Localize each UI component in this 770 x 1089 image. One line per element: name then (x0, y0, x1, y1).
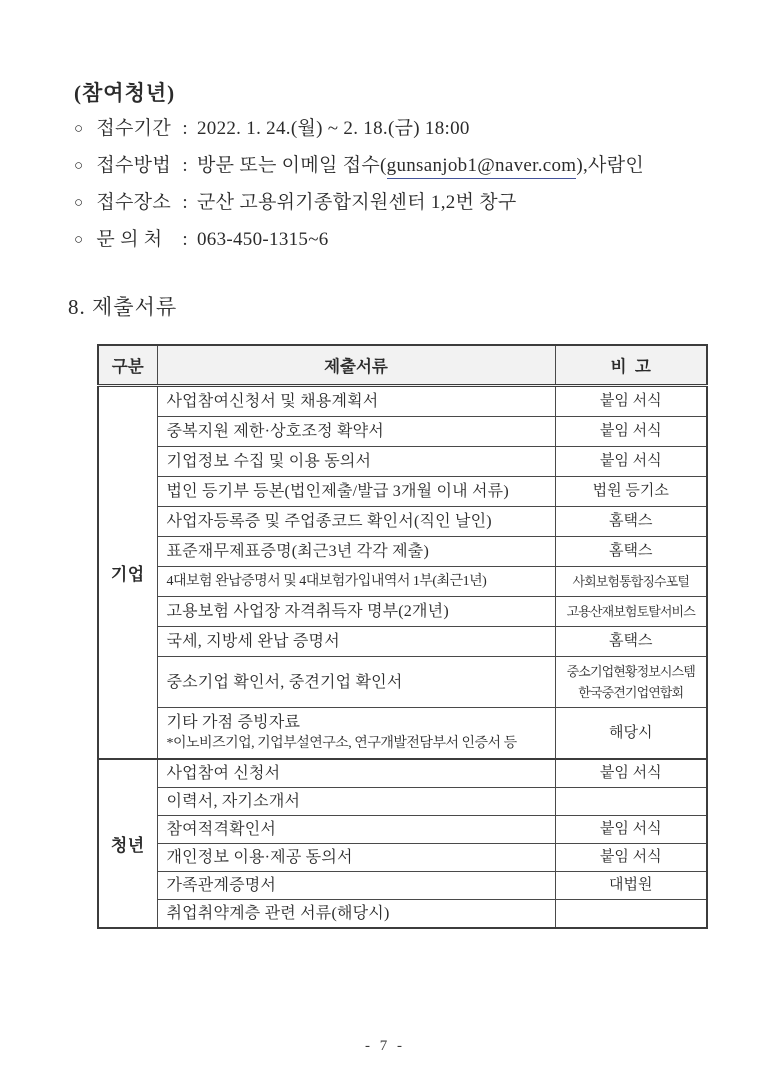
document-line: *이노비즈기업, 기업부설연구소, 연구개발전담부서 인증서 등 (166, 736, 517, 751)
circle-bullet-icon: ○ (74, 195, 84, 211)
document-cell (157, 386, 555, 417)
remark-cell (555, 816, 707, 844)
document-line: 법인 등기부 등본(법인제출/발급 3개월 이내 서류) (166, 483, 509, 500)
item-colon: : (182, 229, 188, 250)
item-colon: : (182, 118, 188, 139)
table-row (98, 477, 707, 507)
table-row (98, 386, 707, 417)
header-cell-remark: 비 고 (555, 345, 707, 386)
remark-line: 붙임 서식 (599, 765, 662, 781)
remark-cell (555, 788, 707, 816)
document-line: 표준재무제표증명(최근3년 각각 제출) (166, 543, 429, 560)
remark-line: 대법원 (609, 877, 653, 893)
remark-line: 붙임 서식 (599, 423, 662, 439)
document-line: 기타 가점 증빙자료 (166, 714, 301, 731)
submission-documents-table (97, 344, 708, 929)
list-item-contact (74, 227, 710, 254)
list-item-reception-period (74, 116, 710, 143)
circle-bullet-icon: ○ (74, 121, 84, 137)
document-cell (157, 597, 555, 627)
header-cell-documents: 제출서류 (157, 345, 555, 386)
table-row (98, 759, 707, 788)
remark-cell (555, 759, 707, 788)
item-value: 군산 고용위기종합지원센터 1,2번 창구 (196, 192, 517, 213)
remark-line: 중소기업현황정보시스템 (566, 664, 695, 679)
document-line: 가족관계증명서 (166, 877, 277, 894)
document-line: 중복지원 제한·상호조정 확약서 (166, 423, 384, 440)
remark-cell (555, 537, 707, 567)
table-row (98, 900, 707, 929)
document-line: 취업취약계층 관련 서류(해당시) (166, 905, 390, 922)
table-row (98, 417, 707, 447)
remark-line: 홈택스 (609, 633, 653, 649)
table-row (98, 507, 707, 537)
header-cell-category: 구분 (98, 345, 157, 386)
table-row (98, 597, 707, 627)
document-cell (157, 567, 555, 597)
item-label: 접수기간 (96, 118, 171, 139)
document-cell (157, 788, 555, 816)
document-cell (157, 872, 555, 900)
document-cell (157, 708, 555, 760)
remark-cell (555, 657, 707, 708)
remark-cell (555, 386, 707, 417)
category-cell: 기업 (98, 386, 157, 760)
document-line: 사업참여신청서 및 채용계획서 (166, 393, 379, 410)
document-cell (157, 900, 555, 929)
document-cell (157, 759, 555, 788)
remark-cell (555, 900, 707, 929)
document-line: 이력서, 자기소개서 (166, 793, 301, 810)
remark-cell (555, 507, 707, 537)
documents-table-body (98, 386, 707, 929)
item-value-suffix: ),사람인 (576, 155, 644, 176)
documents-section-title: 8. 제출서류 (68, 295, 178, 319)
remark-cell (555, 447, 707, 477)
table-row (98, 567, 707, 597)
document-line: 기업정보 수집 및 이용 동의서 (166, 453, 372, 470)
page-number: - 7 - (365, 1038, 405, 1054)
circle-bullet-icon: ○ (74, 232, 84, 248)
document-line: 4대보험 완납증명서 및 4대보험가입내역서 1부(최근1년) (166, 574, 487, 589)
item-colon: : (182, 155, 188, 176)
item-value: 063-450-1315~6 (196, 229, 329, 250)
table-row (98, 657, 707, 708)
table-row (98, 816, 707, 844)
item-value: 2022. 1. 24.(월) ~ 2. 18.(금) 18:00 (196, 118, 470, 139)
document-line: 참여적격확인서 (166, 821, 277, 838)
table-row (98, 627, 707, 657)
remark-line: 해당시 (609, 724, 653, 741)
remark-line: 홈택스 (609, 543, 653, 559)
document-cell (157, 537, 555, 567)
remark-line: 붙임 서식 (599, 453, 662, 469)
document-line: 개인정보 이용·제공 동의서 (166, 849, 353, 866)
remark-cell (555, 872, 707, 900)
document-cell (157, 477, 555, 507)
remark-line: 고용산재보험토탈서비스 (566, 604, 695, 619)
category-cell: 청년 (98, 759, 157, 928)
list-item-reception-method (74, 153, 710, 180)
table-row (98, 872, 707, 900)
table-row (98, 537, 707, 567)
document-cell (157, 816, 555, 844)
document-line: 사업참여 신청서 (166, 765, 281, 782)
document-line: 사업자등록증 및 주업종코드 확인서(직인 날인) (166, 513, 492, 530)
document-line: 국세, 지방세 완납 증명서 (166, 633, 340, 650)
email-link[interactable]: gunsanjob1@naver.com (387, 153, 577, 179)
remark-line: 한국중견기업연합회 (578, 685, 684, 700)
item-label: 문 의 처 (96, 229, 163, 250)
remark-line: 붙임 서식 (599, 821, 662, 837)
remark-line: 붙임 서식 (599, 849, 662, 865)
participant-info-list (74, 116, 710, 254)
item-label: 접수방법 (96, 155, 171, 176)
document-cell (157, 844, 555, 872)
document-cell (157, 447, 555, 477)
remark-cell (555, 627, 707, 657)
table-row (98, 447, 707, 477)
table-header-row (98, 345, 707, 386)
list-item-reception-place (74, 190, 710, 217)
document-line: 중소기업 확인서, 중견기업 확인서 (166, 673, 403, 691)
remark-line: 법원 등기소 (592, 483, 669, 499)
circle-bullet-icon: ○ (74, 158, 84, 174)
item-value-prefix: 방문 또는 이메일 접수( (196, 155, 387, 176)
remark-cell (555, 417, 707, 447)
item-colon: : (182, 192, 188, 213)
item-label: 접수장소 (96, 192, 171, 213)
document-cell (157, 657, 555, 708)
document-cell (157, 507, 555, 537)
participant-section-title: (참여청년) (74, 81, 176, 105)
remark-line: 사회보험통합징수포털 (572, 574, 690, 589)
remark-cell (555, 844, 707, 872)
remark-line: 홈택스 (609, 513, 653, 529)
remark-cell (555, 708, 707, 760)
remark-cell (555, 477, 707, 507)
table-row (98, 708, 707, 760)
remark-cell (555, 567, 707, 597)
table-row (98, 788, 707, 816)
document-cell (157, 627, 555, 657)
table-row (98, 844, 707, 872)
document-cell (157, 417, 555, 447)
remark-line: 붙임 서식 (599, 393, 662, 409)
remark-cell (555, 597, 707, 627)
document-line: 고용보험 사업장 자격취득자 명부(2개년) (166, 603, 449, 620)
